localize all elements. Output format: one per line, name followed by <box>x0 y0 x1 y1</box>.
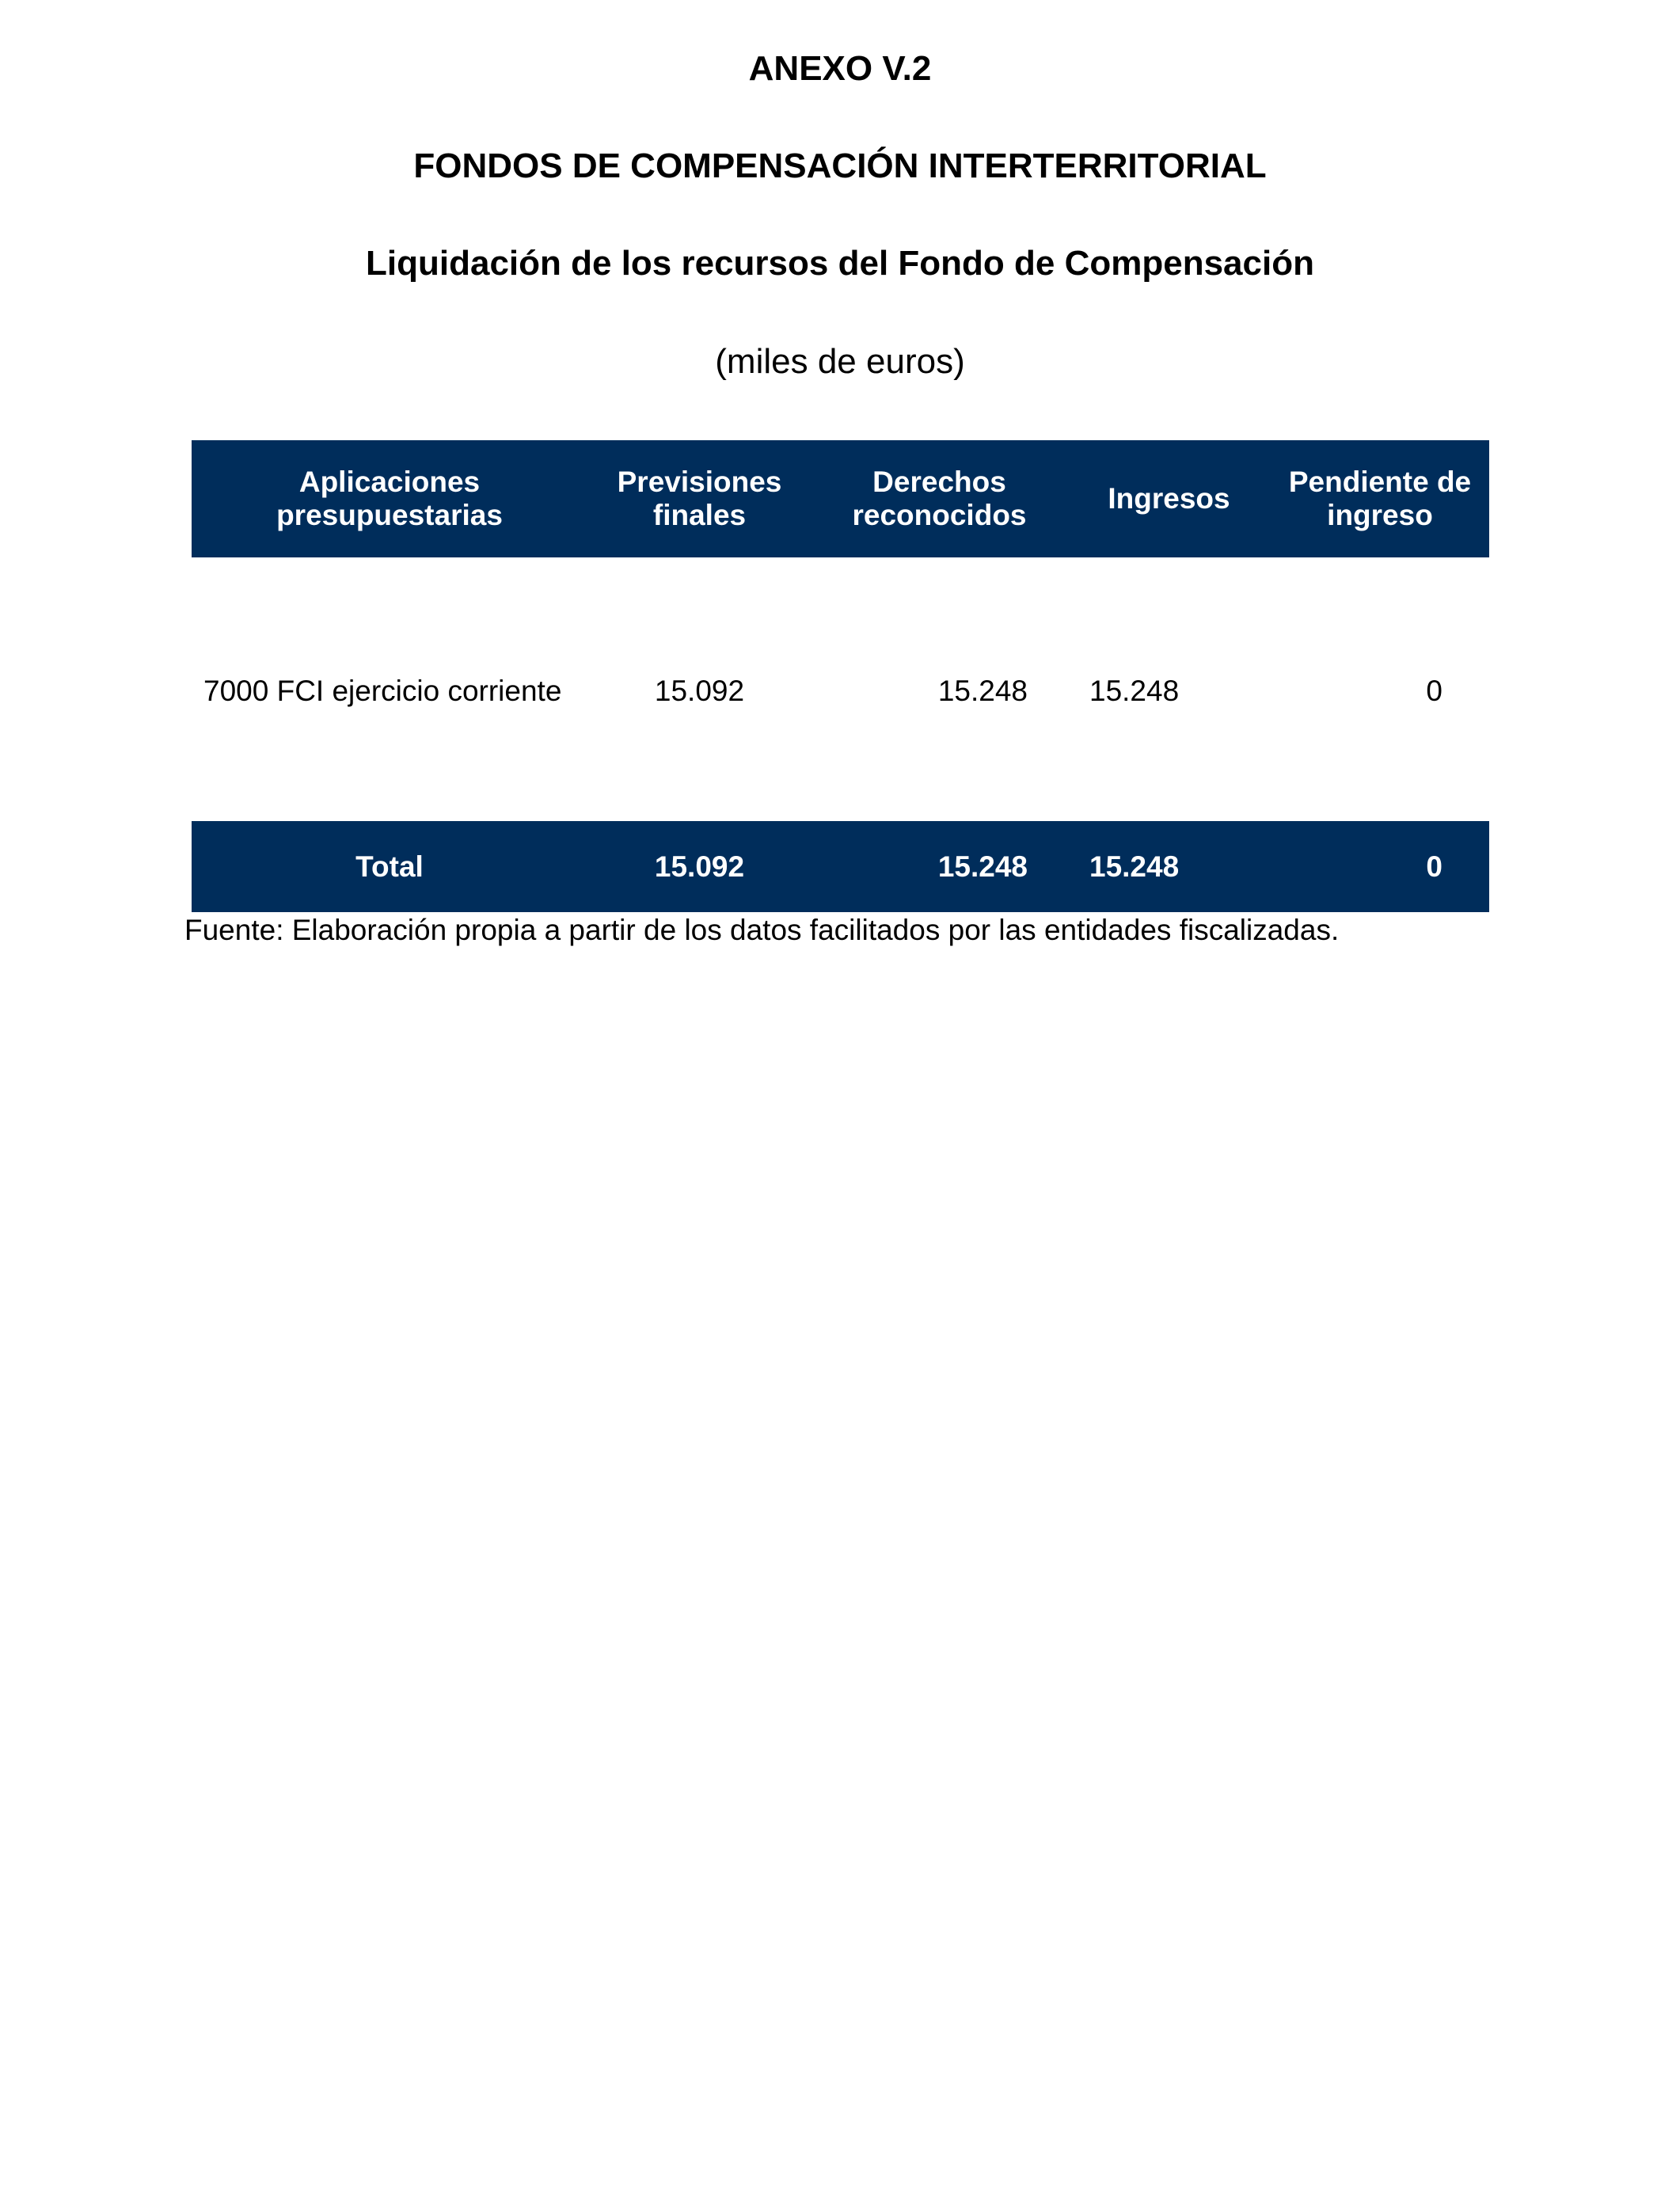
table-header <box>192 440 1489 557</box>
row-ingresos <box>1067 645 1271 736</box>
annex-title: ANEXO V.2 <box>748 49 932 88</box>
section-title: FONDOS DE COMPENSACIÓN INTERTERRITORIAL <box>413 146 1267 185</box>
total-previsiones-value: 15.092 <box>654 850 745 883</box>
column-header-ingresos: Ingresos <box>1108 482 1230 515</box>
row-ingresos-value: 15.248 <box>1089 674 1180 707</box>
total-derechos-value: 15.248 <box>937 850 1028 883</box>
column-header-derechos: Derechos reconocidos <box>852 466 1027 531</box>
total-row <box>192 821 1489 912</box>
column-header-aplicaciones: Aplicaciones presupuestarias <box>276 466 503 531</box>
total-pendiente-value: 0 <box>1426 850 1442 883</box>
table-title: Liquidación de los recursos del Fondo de Compensación <box>366 244 1314 283</box>
column-header-previsiones: Previsiones finales <box>617 466 782 531</box>
row-previsiones <box>587 645 811 736</box>
row-label <box>192 645 587 736</box>
row-derechos <box>811 645 1067 736</box>
column-header-pendiente: Pendiente de ingreso <box>1288 466 1472 531</box>
row-pendiente-value: 0 <box>1426 674 1442 707</box>
row-pendiente <box>1271 645 1489 736</box>
total-ingresos <box>1067 821 1271 912</box>
total-label <box>192 821 587 912</box>
total-label-text: Total <box>355 850 424 883</box>
row-derechos-value: 15.248 <box>937 674 1028 707</box>
row-label-text: 7000 FCI ejercicio corriente <box>203 674 562 707</box>
row-previsiones-value: 15.092 <box>654 674 745 707</box>
total-derechos <box>811 821 1067 912</box>
units-label: (miles de euros) <box>715 342 965 381</box>
source-note: Fuente: Elaboración propia a partir de los datos facilitados por las entidades fiscalizadas. <box>184 914 1340 946</box>
total-pendiente <box>1271 821 1489 912</box>
total-ingresos-value: 15.248 <box>1089 850 1180 883</box>
table-row <box>192 645 1489 736</box>
total-previsiones <box>587 821 811 912</box>
